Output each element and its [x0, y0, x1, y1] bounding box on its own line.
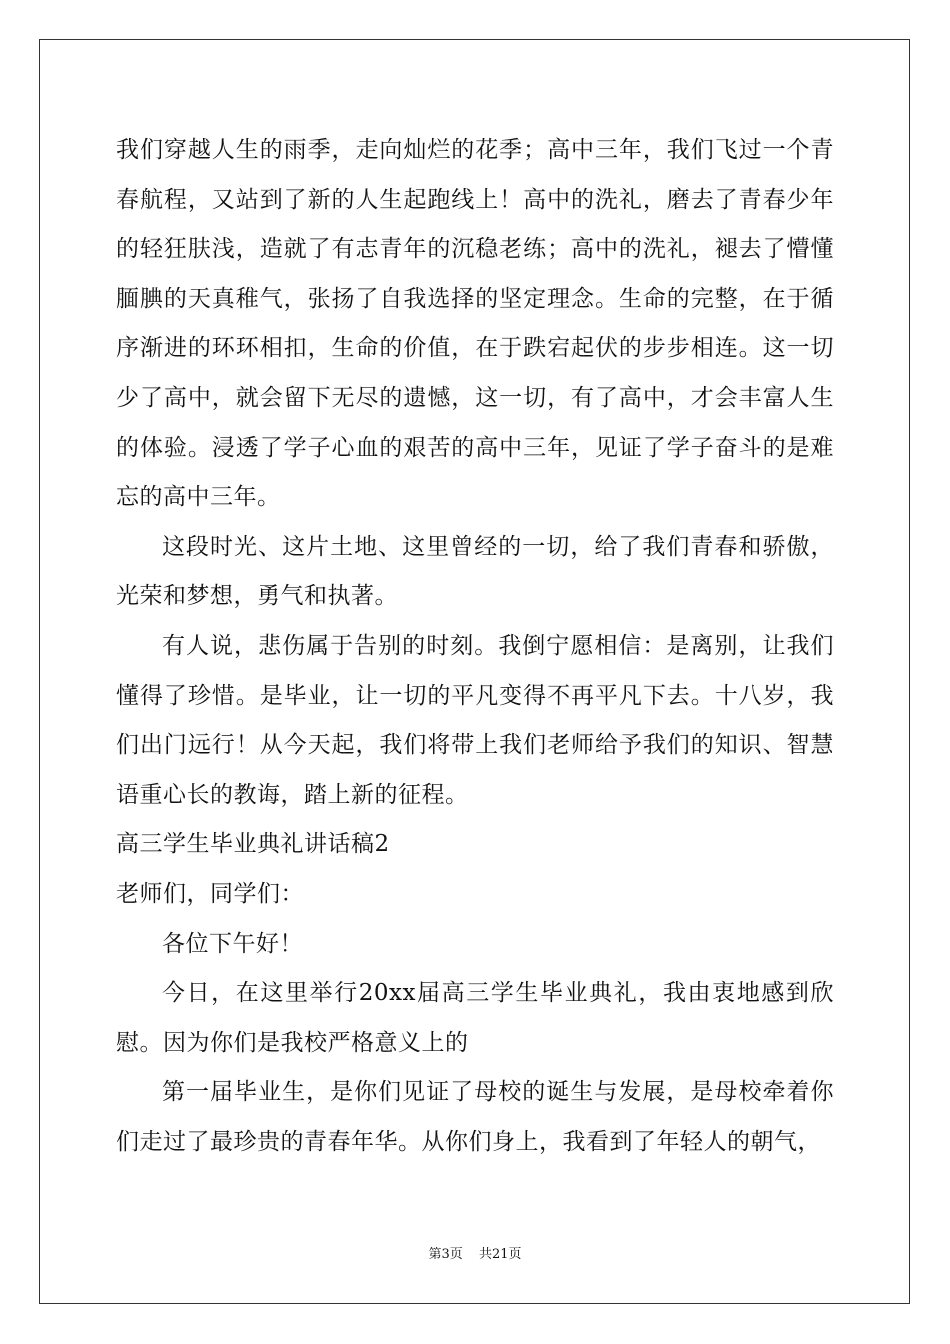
- greeting: 各位下午好！: [162, 930, 303, 957]
- document-body: [116, 126, 834, 1167]
- paragraph-2: 这段时光、这片土地、这里曾经的一切，给了我们青春和骄傲，光荣和梦想，勇气和执著。: [116, 533, 834, 610]
- page-total: 共21页: [478, 1247, 522, 1262]
- page-footer: [0, 1243, 950, 1262]
- salutation: 老师们，同学们：: [116, 880, 304, 907]
- paragraph-4: 今日，在这里举行20xx届高三学生毕业典礼，我由衷地感到欣慰。因为你们是我校严格意义上的: [116, 980, 834, 1056]
- page-number: 第3页: [428, 1247, 463, 1262]
- paragraph-3: 有人说，悲伤属于告别的时刻。我倒宁愿相信：是离别，让我们懂得了珍惜。是毕业，让一切的平凡变得不再平凡下去。十八岁，我们出门远行！从今天起，我们将带上我们老师给予我们的知识、智慧语重心长的教诲，踏上新的征程。: [116, 632, 834, 808]
- paragraph-1: 我们穿越人生的雨季，走向灿烂的花季；高中三年，我们飞过一个青春航程，又站到了新的人生起跑线上！高中的洗礼，磨去了青春少年的轻狂肤浅，造就了有志青年的沉稳老练；高中的洗礼，褪去了懵懂腼腆的天真稚气，张扬了自我选择的坚定理念。生命的完整，在于循序渐进的环环相扣，生命的价值，在于跌宕起伏的步步相连。这一切少了高中，就会留下无尽的遗憾，这一切，有了高中，才会丰富人生的体验。浸透了学子心血的艰苦的高中三年，见证了学子奋斗的是难忘的高中三年。: [116, 137, 834, 511]
- paragraph-5: 第一届毕业生，是你们见证了母校的诞生与发展，是母校牵着你们走过了最珍贵的青春年华。从你们身上，我看到了年轻人的朝气，: [116, 1079, 834, 1155]
- section-heading: 高三学生毕业典礼讲话稿2: [116, 831, 390, 858]
